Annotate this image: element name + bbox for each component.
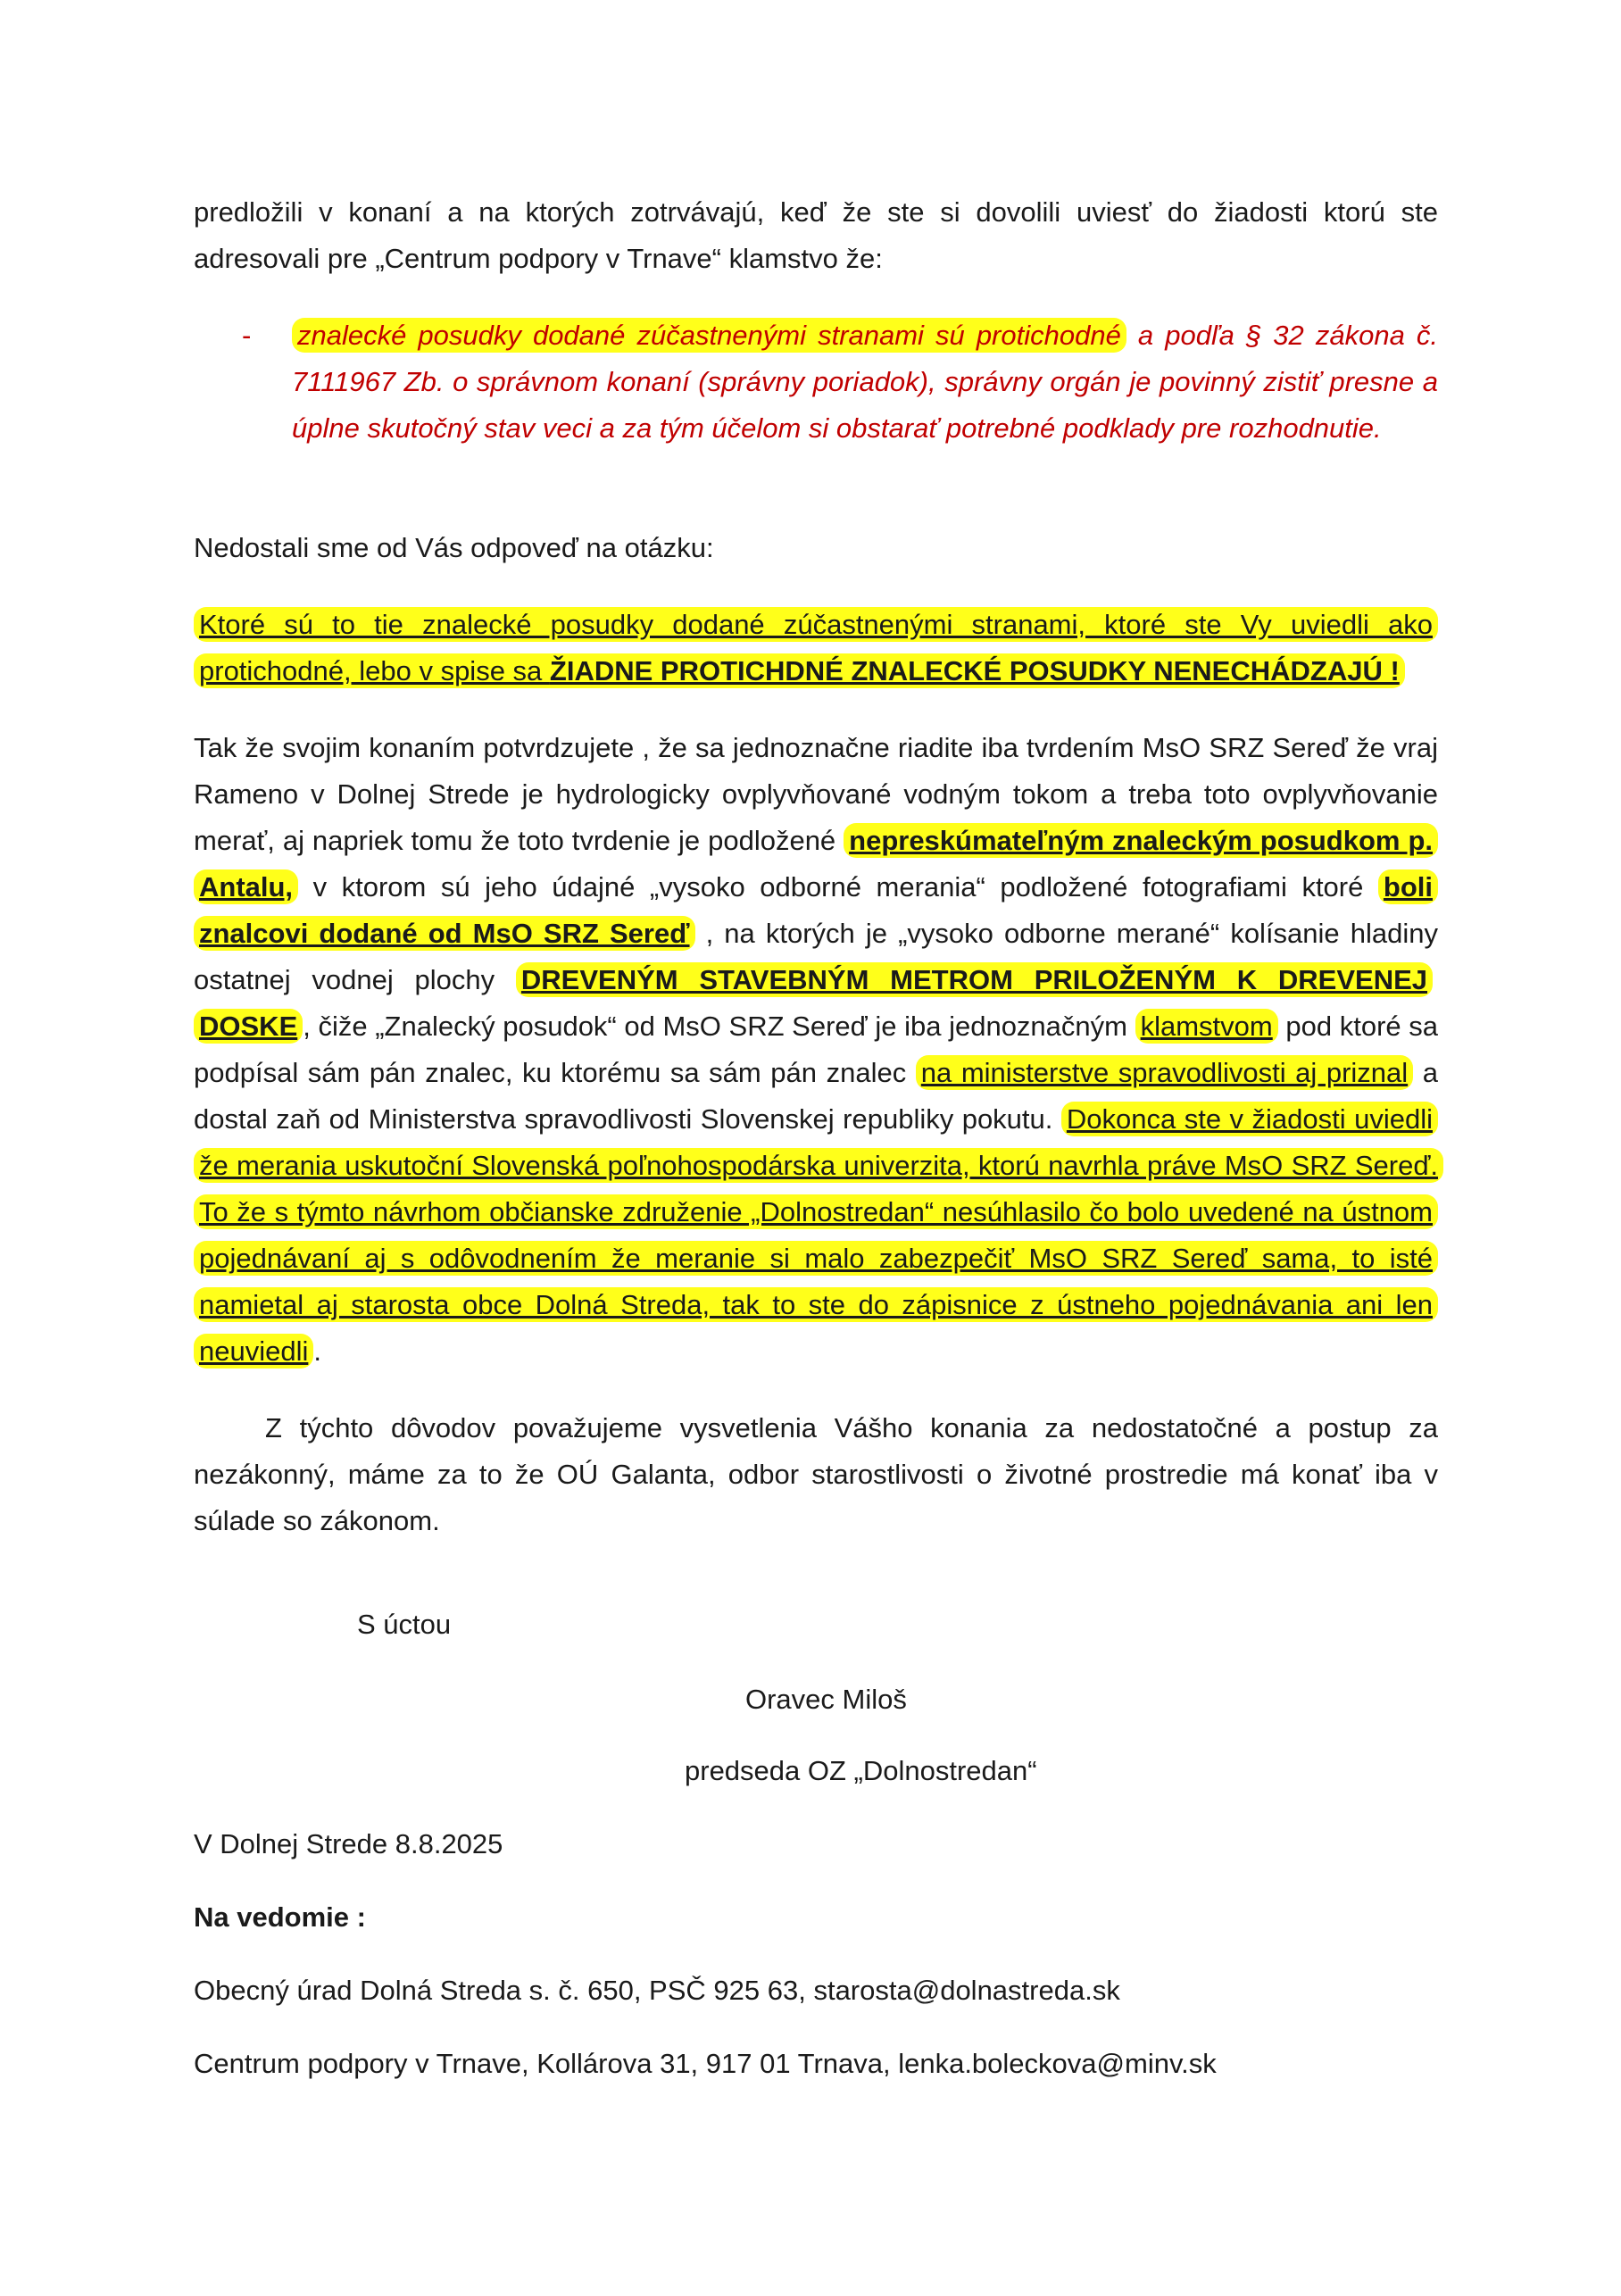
- question-bold-text: ŽIADNE PROTICHDNÉ ZNALECKÉ POSUDKY NENECHÁDZAJÚ !: [549, 655, 1400, 686]
- quoted-claim-highlight: znalecké posudky dodané zúčastnenými stranami sú protichodné: [292, 318, 1126, 353]
- main-highlight-5: na ministerstve spravodlivosti aj priznal: [916, 1055, 1413, 1090]
- question-paragraph: [194, 602, 1438, 695]
- place-date: V Dolnej Strede 8.8.2025: [194, 1828, 503, 1859]
- signature-name: Oravec Miloš: [745, 1684, 907, 1715]
- quoted-claim-item: [194, 312, 1438, 452]
- main-text-5: pod ktoré sa podpísal sám pán znalec, ku ktorému sa sám pán znalec: [194, 1011, 1439, 1088]
- main-text-end: .: [313, 1335, 321, 1367]
- question-text: Ktoré sú to tie znalecké posudky dodané zúčastnenými stranami, ktoré ste Vy uviedli ako protichodné, lebo v spise sa: [199, 609, 1433, 686]
- main-text-2: v ktorom sú jeho údajné „vysoko odborné merania“ podložené fotografiami ktoré: [298, 871, 1378, 903]
- main-text-3: , na ktorých je „vysoko odborne merané“ kolísanie hladiny ostatnej vodnej plochy: [194, 918, 1438, 995]
- quoted-claim-text: [292, 318, 1438, 444]
- main-text-4: , čiže „Znalecký posudok“ od MsO SRZ Sereď je iba jednoznačným: [303, 1011, 1135, 1042]
- main-text-6: a dostal zaň od Ministerstva spravodlivosti Slovenskej republiky pokutu.: [194, 1057, 1438, 1135]
- cc-line-2: Centrum podpory v Trnave, Kollárova 31, 917 01 Trnava, lenka.boleckova@minv.sk: [194, 2048, 1217, 2079]
- intro-paragraph: predložili v konaní a na ktorých zotrvávajú, keď že ste si dovolili uviesť do žiadosti ktorú ste adresovali pre „Centrum podpory v Trnave“ klamstvo že:: [194, 196, 1438, 274]
- cc-heading: Na vedomie :: [194, 1901, 366, 1933]
- list-dash: -: [242, 320, 252, 351]
- document-page: [194, 189, 1438, 2087]
- signature-title: predseda OZ „Dolnostredan“: [685, 1755, 1037, 1786]
- question-highlight: [194, 607, 1438, 688]
- main-highlight-6: Dokonca ste v žiadosti uviedli že merania uskutoční Slovenská poľnohospodárska univerzita, ktorú navrhla práve MsO SRZ Sereď.: [194, 1102, 1443, 1183]
- cc-line-1: Obecný úrad Dolná Streda s. č. 650, PSČ 925 63, starosta@dolnastreda.sk: [194, 1975, 1120, 2006]
- quoted-claim-rest: a podľa § 32 zákona č. 7111967 Zb. o správnom konaní (správny poriadok), správny orgán je povinný zistiť presne a úplne skutočný stav veci a za tým účelom si obstarať potrebné podklady pre rozhodnutie.: [292, 320, 1438, 444]
- conclusion-paragraph: Z týchto dôvodov považujeme vysvetlenia Vášho konania za nedostatočné a postup za nezákonný, máme za to že OÚ Galanta, odbor starostlivosti o životné prostredie má konať iba v súlade so zákonom.: [194, 1412, 1438, 1536]
- question-intro: Nedostali sme od Vás odpoveď na otázku:: [194, 532, 714, 563]
- main-highlight-7: To že s týmto návrhom občianske združenie „Dolnostredan“ nesúhlasilo čo bolo uvedené na ústnom pojednávaní aj s odôvodnením že meranie si malo zabezpečiť MsO SRZ Sereď sama, to isté namietal aj starosta obce Dolná Streda, tak to ste do zápisnice z ústneho pojednávania ani len neuviedli: [194, 1194, 1438, 1368]
- main-paragraph: [194, 725, 1438, 1375]
- main-highlight-1: nepreskúmateľným znaleckým posudkom p. Antalu,: [194, 823, 1438, 904]
- main-highlight-3: DREVENÝM STAVEBNÝM METROM PRILOŽENÝM K DREVENEJ DOSKE: [194, 962, 1433, 1044]
- main-highlight-2: boli znalcovi dodané od MsO SRZ Sereď: [194, 869, 1438, 951]
- main-text-1: Tak že svojim konaním potvrdzujete , že sa jednoznačne riadite iba tvrdením MsO SRZ Sereď že vraj Rameno v Dolnej Strede je hydrologicky ovplyvňované vodným tokom a treba toto ovplyvňovanie merať, aj napriek tomu že toto tvrdenie je podložené: [194, 732, 1438, 856]
- signature-greeting: S úctou: [357, 1609, 452, 1640]
- main-highlight-4: klamstvom: [1135, 1009, 1278, 1044]
